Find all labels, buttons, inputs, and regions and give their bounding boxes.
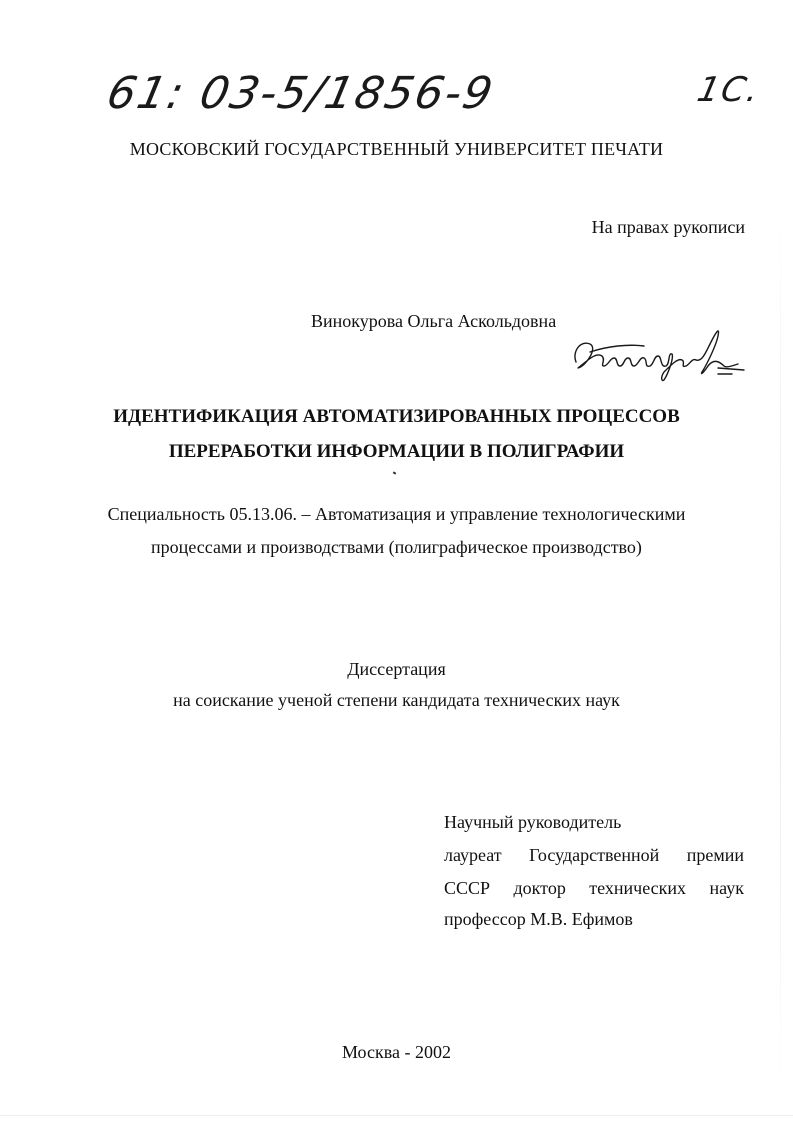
supervisor-line-1: Научный руководитель [444,812,622,832]
author-signature [568,322,748,384]
supervisor-line-3: СССР доктор технических наук [444,878,744,898]
handwritten-archive-code: 61: 03-5/1856-9 [102,68,499,119]
dissertation-title-line-1: ИДЕНТИФИКАЦИЯ АВТОМАТИЗИРОВАННЫХ ПРОЦЕССОВ [113,406,680,427]
university-name: МОСКОВСКИЙ ГОСУДАРСТВЕННЫЙ УНИВЕРСИТЕТ ПЕЧАТИ [129,139,664,159]
supervisor-line-4: профессор М.В. Ефимов [444,909,633,929]
work-type: Диссертация [347,659,446,679]
scan-bottom-line [0,1115,793,1116]
scan-speck [393,471,397,474]
degree-description: на соискание ученой степени кандидата технических наук [173,690,620,710]
dissertation-title-line-2: ПЕРЕРАБОТКИ ИНФОРМАЦИИ В ПОЛИГРАФИИ [168,441,625,462]
scan-edge-line [780,200,781,1100]
handwritten-copy-mark: 1С. [693,70,765,110]
place-and-year: Москва - 2002 [342,1042,451,1062]
manuscript-rights-note: На правах рукописи [591,217,745,237]
specialty-line-2: процессами и производствами (полиграфическое производство) [151,537,642,557]
supervisor-line-2: лауреат Государственной премии [444,845,744,865]
specialty-line-1: Специальность 05.13.06. – Автоматизация и управление технологическими [107,504,686,524]
author-name: Винокурова Ольга Аскольдовна [311,311,557,331]
